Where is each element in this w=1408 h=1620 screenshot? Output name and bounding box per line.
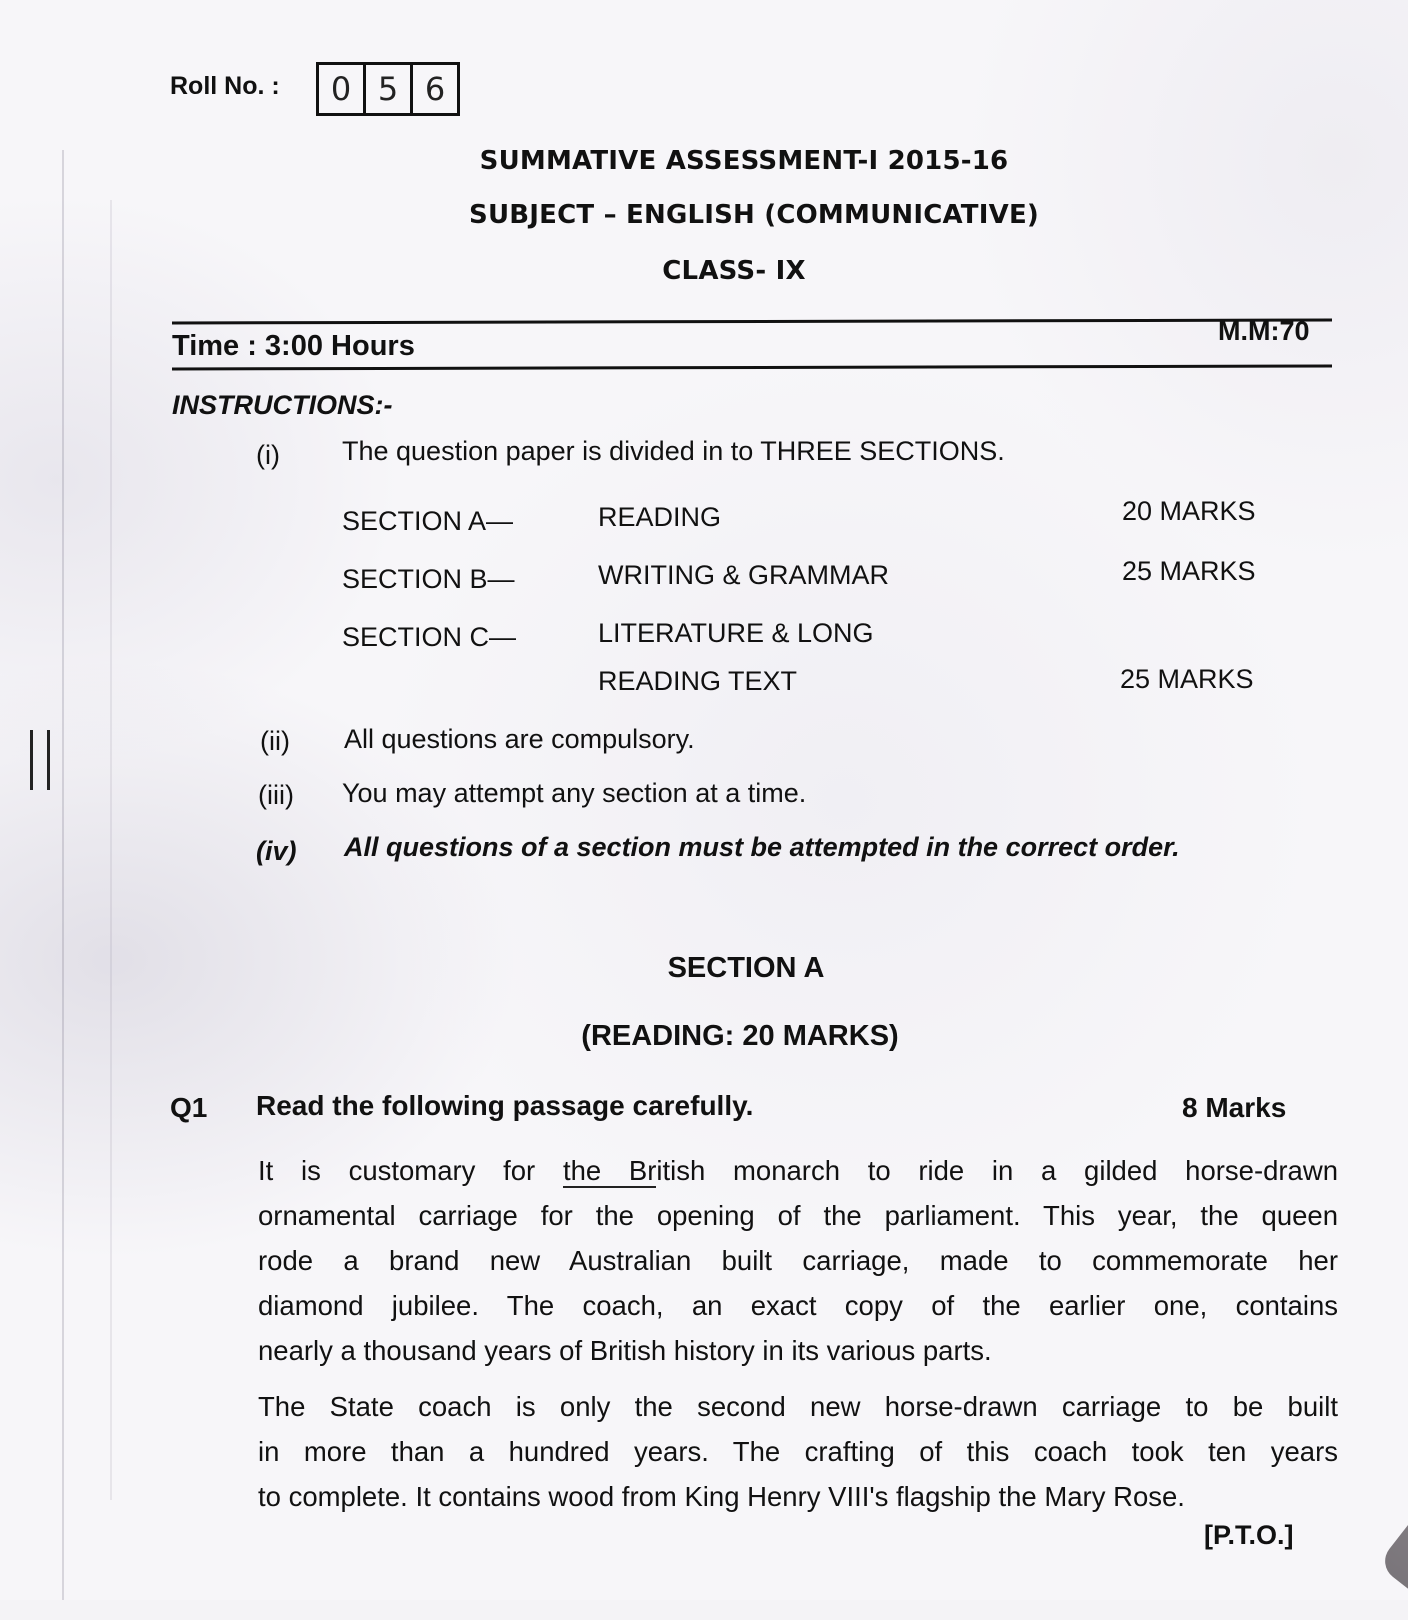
subject-title: SUBJECT – ENGLISH (COMMUNICATIVE): [469, 200, 1039, 230]
section-c-label: SECTION C—: [342, 622, 517, 652]
passage-line: The State coach is only the second new horse-drawn carriage to be built: [258, 1391, 1338, 1422]
section-c-marks: 25 MARKS: [1120, 664, 1254, 694]
passage-line: rode a brand new Australian built carriage, made to commemorate her: [258, 1245, 1338, 1276]
instruction-text-emphasized: All questions of a section must be attempted in the correct order.: [344, 832, 1180, 862]
passage-paragraph-2: [258, 1384, 1338, 1519]
instruction-number: (ii): [260, 726, 290, 756]
section-c-title-line1: LITERATURE & LONG: [598, 618, 874, 648]
passage-line: in more than a hundred years. The crafting of this coach took ten years: [258, 1436, 1338, 1467]
paper-fold-line: [62, 150, 64, 1600]
instruction-number: (i): [256, 440, 280, 470]
passage-line: diamond jubilee. The coach, an exact copy of the earlier one, contains: [258, 1290, 1338, 1321]
roll-digit-box: 0: [319, 65, 366, 113]
instruction-number: (iv): [256, 836, 297, 866]
passage-line: nearly a thousand years of British history in its various parts.: [258, 1335, 992, 1366]
staple-mark: [30, 730, 50, 790]
roll-digit-box: 6: [424, 70, 446, 108]
section-b-label: SECTION B—: [342, 564, 515, 594]
time-duration: Time : 3:00 Hours: [172, 330, 415, 362]
exam-title: SUMMATIVE ASSESSMENT-I 2015-16: [479, 146, 1009, 176]
max-marks: M.M:70: [1218, 316, 1310, 346]
section-a-label: SECTION A—: [342, 506, 514, 536]
section-a-marks: 20 MARKS: [1122, 496, 1256, 526]
section-c-title-line2: READING TEXT: [598, 666, 798, 696]
passage-line: to complete. It contains wood from King Henry VIII's flagship the Mary Rose.: [258, 1481, 1185, 1512]
section-a-title: READING: [598, 502, 722, 532]
question-marks: 8 Marks: [1182, 1092, 1287, 1123]
passage-text: It is customary for: [258, 1155, 536, 1186]
section-b-marks: 25 MARKS: [1122, 556, 1256, 586]
instruction-text: You may attempt any section at a time.: [342, 778, 807, 808]
instructions-heading: INSTRUCTIONS:-: [172, 390, 393, 420]
please-turn-over: [P.T.O.]: [1204, 1520, 1294, 1550]
passage-text: itish monarch to ride in a gilded horse-drawn: [656, 1155, 1339, 1186]
section-b-title: WRITING & GRAMMAR: [598, 560, 889, 590]
passage-line: [258, 1148, 1338, 1193]
instruction-number: (iii): [258, 780, 294, 810]
class-title: CLASS- IX: [662, 256, 806, 286]
roll-number-boxes: [316, 62, 460, 116]
passage-paragraph-1: [258, 1148, 1338, 1373]
passage-line: ornamental carriage for the opening of the parliament. This year, the queen: [258, 1200, 1338, 1231]
section-a-subheading: (READING: 20 MARKS): [581, 1020, 899, 1052]
question-prompt: Read the following passage carefully.: [256, 1090, 754, 1121]
roll-digit-box: 5: [366, 65, 413, 113]
question-number: Q1: [170, 1092, 208, 1123]
paper-fold-line: [110, 200, 112, 1500]
instruction-text: All questions are compulsory.: [344, 724, 695, 754]
section-a-heading: SECTION A: [667, 952, 825, 984]
instruction-text: The question paper is divided in to THREE SECTIONS.: [342, 436, 1005, 466]
roll-number-label: Roll No. :: [170, 72, 280, 100]
handwritten-underline: the Br: [562, 1155, 657, 1186]
